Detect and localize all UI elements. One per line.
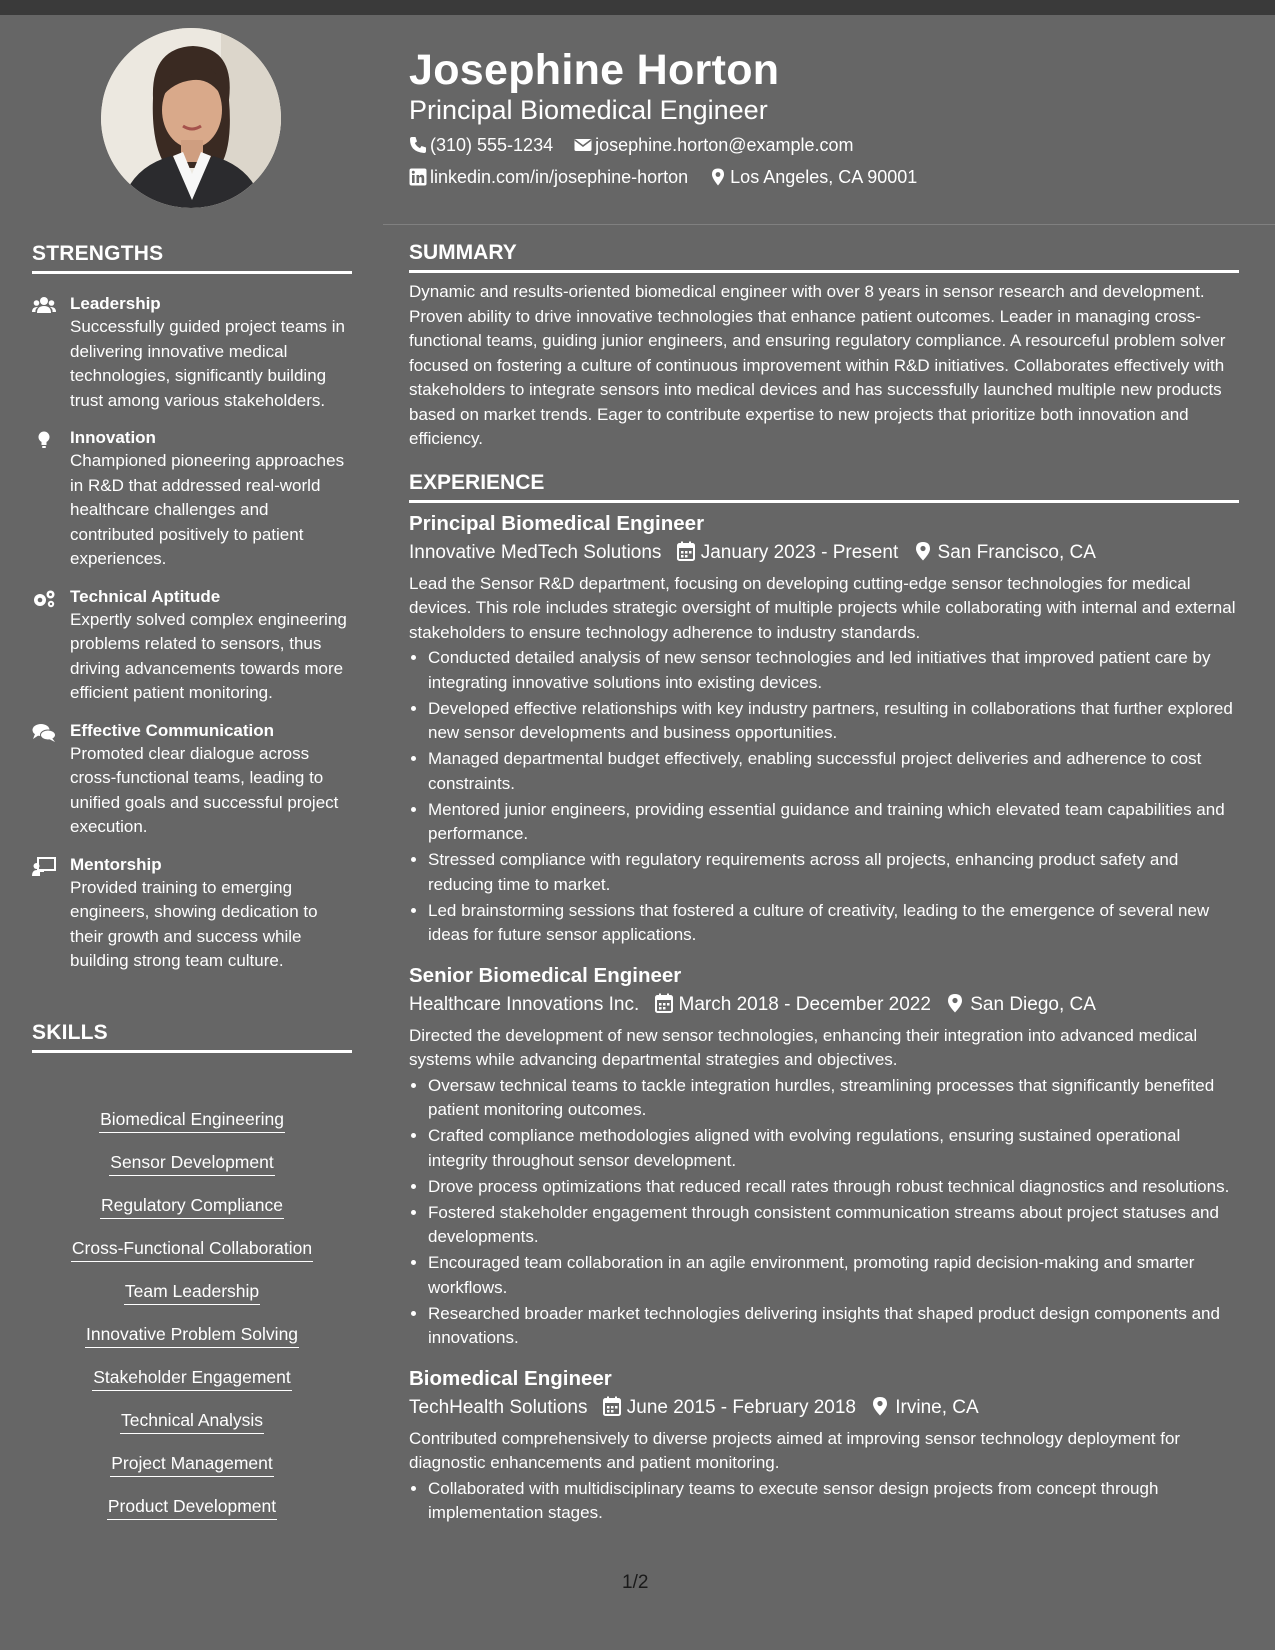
job-entry [409, 510, 1239, 948]
email-contact[interactable] [574, 133, 853, 157]
candidate-title: Principal Biomedical Engineer [409, 95, 768, 125]
lightbulb-icon [32, 430, 56, 450]
job-bullet: • Collaborated with multidisciplinary teams to execute sensor design projects from concept through implementation stages. [428, 1477, 1239, 1526]
strength-item [32, 720, 352, 840]
strength-item [32, 854, 352, 974]
company-name: TechHealth Solutions [409, 1396, 588, 1418]
strength-description: Provided training to emerging engineers, showing dedication to their growth and success while building strong team culture. [70, 877, 318, 970]
summary-text: Dynamic and results-oriented biomedical engineer with over 8 years in sensor research and development. Proven ability to drive innovative technologies that enhance patient outcomes. Leader in managing cross-functional teams, guiding junior engineers, and ensuring regulatory compliance. A resourceful problem solver focused on fostering a culture of continuous improvement within R&D initiatives. Collaborates effectively with stakeholders to integrate sensors into medical devices and has successfully launched multiple new products based on market trends. Eager to contribute expertise to new projects that prioritize both innovation and efficiency. [409, 282, 1226, 448]
job-entry [409, 962, 1239, 1351]
job-title: Principal Biomedical Engineer [409, 511, 705, 535]
job-bullet: • Conducted detailed analysis of new sensor technologies and led initiatives that improved patient care by integrating innovative solutions into existing devices. [428, 646, 1239, 695]
map-marker-icon [946, 993, 964, 1013]
strength-item [32, 586, 352, 706]
job-bullets [409, 1477, 1239, 1526]
phone-icon [409, 136, 427, 154]
top-bar [0, 0, 1275, 15]
map-marker-icon [709, 168, 727, 186]
job-meta [409, 990, 1239, 1020]
skill-tag: Sensor Development [109, 1150, 274, 1176]
job-location: San Diego, CA [970, 993, 1096, 1015]
profile-photo-image [101, 28, 281, 208]
strength-title: Technical Aptitude [70, 586, 221, 606]
strengths-heading: STRENGTHS [32, 242, 352, 274]
map-marker-icon [914, 541, 932, 561]
job-dates: March 2018 - December 2022 [678, 993, 931, 1015]
job-bullet: • Stressed compliance with regulatory requirements across all projects, enhancing product safety and reducing time to market. [428, 848, 1239, 897]
calendar-icon [677, 541, 695, 561]
location-text: Los Angeles, CA 90001 [730, 167, 918, 187]
strength-item [32, 427, 352, 572]
map-marker-icon [871, 1396, 889, 1416]
job-title: Biomedical Engineer [409, 1366, 612, 1390]
skills-heading: SKILLS [32, 1021, 352, 1053]
strength-item [32, 293, 352, 413]
job-bullet: • Managed departmental budget effectively, enabling successful project deliveries and adherence to cost constraints. [428, 747, 1239, 796]
strength-description: Expertly solved complex engineering problems related to sensors, thus driving advancements towards more efficient patient monitoring. [70, 609, 347, 702]
phone-contact[interactable] [409, 133, 553, 157]
skill-tag: Project Management [110, 1451, 273, 1477]
location-contact [709, 165, 917, 189]
comments-icon [32, 723, 56, 743]
job-bullet: • Fostered stakeholder engagement through consistent communication streams about project statuses and developments. [428, 1201, 1239, 1250]
company-name: Healthcare Innovations Inc. [409, 993, 640, 1015]
skill-tag: Team Leadership [124, 1279, 260, 1305]
skills-list [32, 1107, 352, 1537]
calendar-icon [603, 1396, 621, 1416]
candidate-name: Josephine Horton [409, 46, 780, 94]
job-dates: June 2015 - February 2018 [626, 1396, 856, 1418]
strength-title: Effective Communication [70, 720, 275, 740]
skill-tag: Regulatory Compliance [100, 1193, 284, 1219]
job-bullets [409, 1074, 1239, 1351]
experience-heading: EXPERIENCE [409, 470, 1239, 503]
linkedin-icon [409, 168, 427, 186]
job-location: Irvine, CA [895, 1396, 979, 1418]
main-content [409, 240, 1239, 1540]
job-entry [409, 1365, 1239, 1526]
job-bullet: • Drove process optimizations that reduced recall rates through robust technical diagnostics and resolutions. [428, 1175, 1239, 1200]
gears-icon [32, 589, 56, 609]
envelope-icon [574, 136, 592, 154]
skill-tag: Product Development [107, 1494, 277, 1520]
skill-tag: Biomedical Engineering [99, 1107, 285, 1133]
job-bullet: • Developed effective relationships with key industry partners, resulting in collaborations that further explored new sensor developments and business opportunities. [428, 697, 1239, 746]
job-location: San Francisco, CA [937, 541, 1096, 563]
strengths-list [32, 293, 352, 988]
strength-title: Leadership [70, 294, 161, 313]
job-bullet: • Mentored junior engineers, providing essential guidance and training which elevated team capabilities and performance. [428, 798, 1239, 847]
skill-tag: Innovative Problem Solving [85, 1322, 299, 1348]
strength-description: Promoted clear dialogue across cross-functional teams, leading to unified goals and successful project execution. [70, 743, 339, 836]
page-indicator: 1/2 [622, 1572, 649, 1593]
company-name: Innovative MedTech Solutions [409, 541, 662, 563]
skill-tag: Cross-Functional Collaboration [71, 1236, 313, 1262]
profile-photo [101, 28, 281, 208]
job-description: Directed the development of new sensor technologies, enhancing their integration into advanced medical systems while advancing departmental strategies and objectives. [409, 1025, 1198, 1069]
strength-description: Successfully guided project teams in delivering innovative medical technologies, significantly building trust among various stakeholders. [70, 317, 345, 410]
strength-description: Championed pioneering approaches in R&D that addressed real-world healthcare challenges and contributed positively to patient experiences. [70, 451, 345, 568]
job-dates: January 2023 - Present [700, 541, 899, 563]
contact-row-2 [409, 165, 933, 189]
job-description: Lead the Sensor R&D department, focusing on developing cutting-edge sensor technologies for medical devices. This role includes strategic oversight of multiple projects while collaborating with internal and external stakeholders to ensure technology adherence to industry standards. [409, 573, 1236, 642]
job-bullets [409, 646, 1239, 948]
skill-tag: Stakeholder Engagement [92, 1365, 292, 1391]
job-bullet: • Oversaw technical teams to tackle integration hurdles, streamlining processes that significantly benefited patient monitoring outcomes. [428, 1074, 1239, 1123]
job-title: Senior Biomedical Engineer [409, 963, 682, 987]
contact-row-1 [409, 133, 870, 157]
summary-heading: SUMMARY [409, 240, 1239, 273]
job-bullet: • Crafted compliance methodologies aligned with evolving regulations, ensuring sustained operational integrity throughout sensor development. [428, 1124, 1239, 1173]
header-divider [383, 224, 1275, 225]
strength-title: Mentorship [70, 854, 162, 874]
users-icon [32, 296, 56, 316]
phone-number: (310) 555-1234 [430, 135, 554, 155]
job-bullet: • Led brainstorming sessions that fostered a culture of creativity, leading to the emergence of several new ideas for future sensor applications. [428, 899, 1239, 948]
chalkboard-teacher-icon [32, 857, 56, 877]
job-meta [409, 538, 1239, 568]
job-description: Contributed comprehensively to diverse projects aimed at improving sensor technology deployment for diagnostic enhancements and patient monitoring. [409, 1428, 1181, 1472]
linkedin-contact[interactable] [409, 165, 688, 189]
strength-title: Innovation [70, 428, 156, 447]
linkedin-url: linkedin.com/in/josephine-horton [430, 167, 689, 187]
skill-tag: Technical Analysis [120, 1408, 264, 1434]
job-bullet: • Researched broader market technologies delivering insights that shaped product design components and innovations. [428, 1302, 1239, 1351]
job-bullet: • Encouraged team collaboration in an agile environment, promoting rapid decision-making and smarter workflows. [428, 1251, 1239, 1300]
calendar-icon [655, 993, 673, 1013]
job-meta [409, 1393, 1239, 1423]
email-address: josephine.horton@example.com [595, 135, 854, 155]
